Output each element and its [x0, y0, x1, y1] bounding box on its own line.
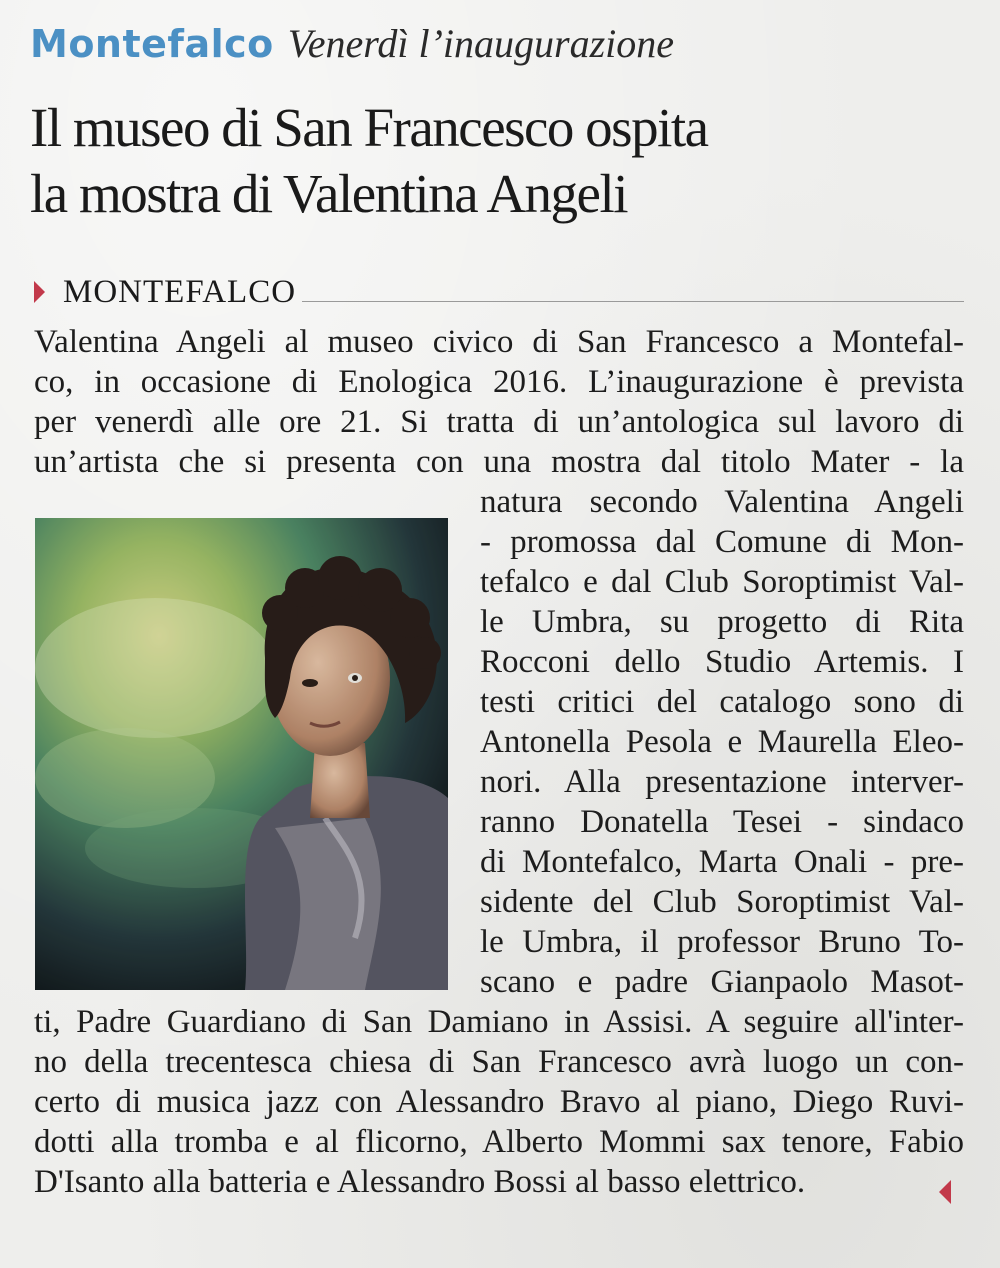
body-line: ti, Padre Guardiano di San Damiano in Assisi. A seguire all'inter-	[34, 1004, 964, 1040]
dateline	[34, 272, 964, 312]
body-line: le Umbra, il professor Bruno To-	[480, 924, 964, 960]
kicker-place: Montefalco	[30, 22, 274, 66]
dateline-text: MONTEFALCO	[63, 273, 297, 310]
body-line: sidente del Club Soroptimist Val-	[480, 884, 964, 920]
body-line: le Umbra, su progetto di Rita	[480, 604, 964, 640]
headline-line-2: la mostra di Valentina Angeli	[30, 163, 628, 224]
artist-photo	[35, 518, 448, 990]
kicker-subtitle: Venerdì l’inaugurazione	[287, 21, 674, 66]
headline-line-1: Il museo di San Francesco ospita	[30, 97, 708, 158]
body-line: - promossa dal Comune di Mon-	[480, 524, 964, 560]
body-line: natura secondo Valentina Angeli	[480, 484, 964, 520]
body-line: testi critici del catalogo sono di	[480, 684, 964, 720]
body-line: Valentina Angeli al museo civico di San Francesco a Montefal-	[34, 324, 964, 360]
end-of-article-icon	[939, 1180, 951, 1204]
article-headline	[30, 95, 970, 227]
dateline-rule	[302, 301, 964, 302]
body-line: tefalco e dal Club Soroptimist Val-	[480, 564, 964, 600]
body-line: nori. Alla presentazione interver-	[480, 764, 964, 800]
body-line: co, in occasione di Enologica 2016. L’inaugurazione è prevista	[34, 364, 964, 400]
body-line: dotti alla tromba e al flicorno, Alberto Mommi sax tenore, Fabio	[34, 1124, 964, 1160]
body-line: per venerdì alle ore 21. Si tratta di un’antologica sul lavoro di	[34, 404, 964, 440]
body-line: ranno Donatella Tesei - sindaco	[480, 804, 964, 840]
body-line: Rocconi dello Studio Artemis. I	[480, 644, 964, 680]
dateline-arrow-icon	[34, 281, 45, 303]
body-line: di Montefalco, Marta Onali - pre-	[480, 844, 964, 880]
body-line: certo di musica jazz con Alessandro Bravo al piano, Diego Ruvi-	[34, 1084, 964, 1120]
body-line: scano e padre Gianpaolo Masot-	[480, 964, 964, 1000]
body-line: no della trecentesca chiesa di San Francesco avrà luogo un con-	[34, 1044, 964, 1080]
artist-portrait-image	[35, 518, 448, 990]
body-line: un’artista che si presenta con una mostra dal titolo Mater - la	[34, 444, 964, 480]
article-kicker	[30, 20, 674, 80]
body-line-last: D'Isanto alla batteria e Alessandro Bossi al basso elettrico.	[34, 1164, 806, 1200]
body-line: Antonella Pesola e Maurella Eleo-	[480, 724, 964, 760]
